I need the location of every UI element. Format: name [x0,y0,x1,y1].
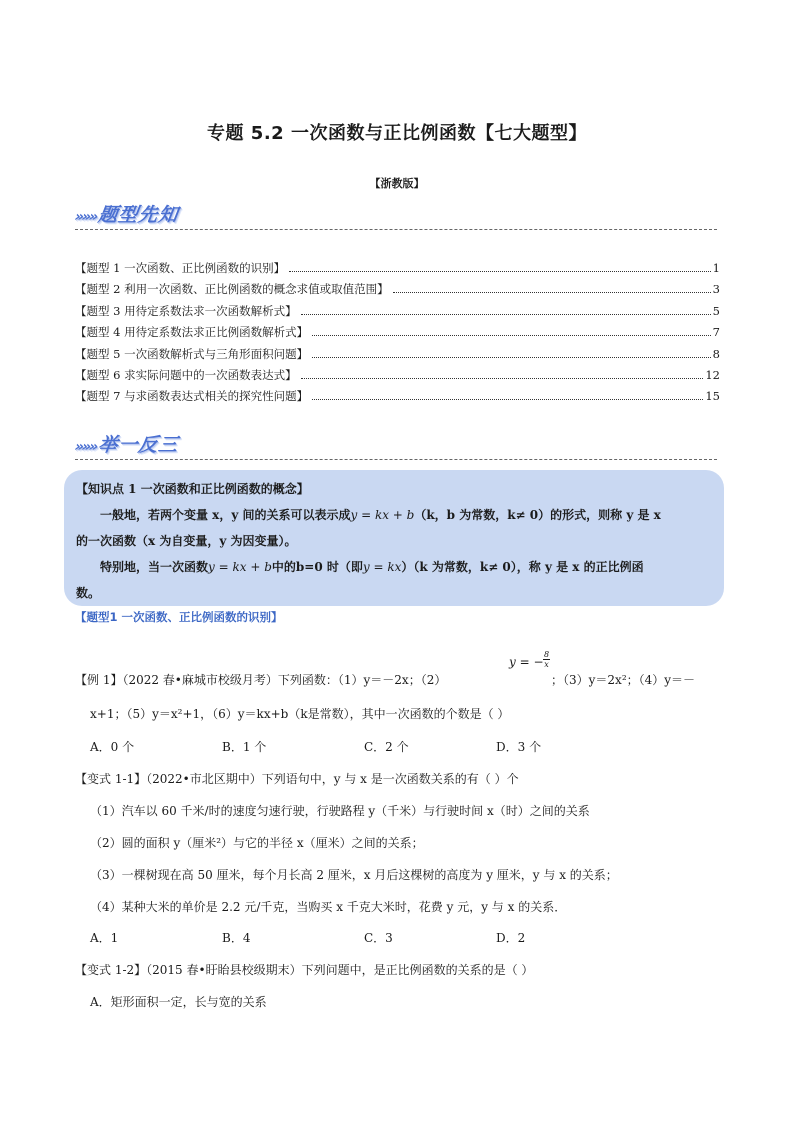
variant1-1-item: （1）汽车以 60 千米/时的速度匀速行驶，行驶路程 y（千米）与行驶时间 x（时）之间的关系 [90,804,590,818]
toc-item[interactable]: 【题型 4 用待定系数法求正比例函数解析式】 7 [75,325,720,340]
option-d[interactable]: D．3 个 [496,740,542,754]
knowledge-box [64,470,724,606]
overview-banner-text: 题型先知 [96,204,180,226]
knowledge-paragraph-2: 特别地，当一次函数y = kx + b中的b=0 时（即y = kx）（k 为常数，k≠ 0），称 y 是 x 的正比例函 [100,560,644,574]
option-b[interactable]: B．1 个 [222,740,267,754]
toc-item[interactable]: 【题型 3 用待定系数法求一次函数解析式】 5 [75,303,720,318]
option-c[interactable]: C．2 个 [364,740,409,754]
formula: y = kx + b [350,508,415,522]
toc-item[interactable]: 【题型 5 一次函数解析式与三角形面积问题】 8 [75,346,720,361]
example1-line2: x+1；（5）y＝x²+1，（6）y＝kx+b（k是常数），其中一次函数的个数是（ ） [90,707,510,721]
toc-item[interactable]: 【题型 2 利用一次函数、正比例函数的概念求值或取值范围】 3 [75,282,720,297]
toc-item[interactable]: 【题型 7 与求函数表达式相关的探究性问题】 15 [75,389,720,404]
table-of-contents [75,260,720,410]
practice-banner [73,430,181,460]
formula: y = kx [362,560,402,574]
fraction [543,650,550,669]
option-b[interactable]: B．4 [222,931,251,945]
formula: y = kx + b [208,560,272,574]
toc-item[interactable]: 【题型 1 一次函数、正比例函数的识别】 1 [75,261,720,275]
fraction-lhs: y = − [509,655,544,669]
option-a[interactable]: A．0 个 [90,740,135,754]
variant1-2-stem: 【变式 1-2】（2015 春•盱眙县校级期末）下列问题中，是正比例函数的关系的是（ ） [75,963,534,977]
fraction-numerator: 8 [544,650,550,659]
knowledge-paragraph-1-cont: 的一次函数（x 为自变量，y 为因变量）。 [76,534,297,548]
toc-item[interactable]: 【题型 6 求实际问题中的一次函数表达式】 12 [75,367,720,382]
knowledge-paragraph-1: 一般地，若两个变量 x，y 间的关系可以表示成y = kx + b（k，b 为常数，k≠ 0）的形式，则称 y 是 x [100,508,661,522]
document-title: 专题 5.2 一次函数与正比例函数【七大题型】 [207,123,587,144]
knowledge-title: 【知识点 1 一次函数和正比例函数的概念】 [76,482,309,496]
option-a[interactable]: A．1 [90,931,119,945]
option-d[interactable]: D．2 [496,931,526,945]
example1-line1-end: ；（3）y＝2x²；（4）y＝－ [551,673,696,687]
fraction-denominator: x [544,660,549,669]
option-c[interactable]: C．3 [364,931,393,945]
triple-arrow-icon: »»» [73,209,98,225]
edition-label: 【浙教版】 [369,177,425,190]
variant1-1-options [90,929,690,949]
variant1-1-item: （4）某种大米的单价是 2.2 元/千克，当购买 x 千克大米时，花费 y 元，y 与 x 的关系． [90,900,567,914]
variant1-1-item: （2）圆的面积 y（厘米²）与它的半径 x（厘米）之间的关系； [90,836,424,850]
variant1-1-stem: 【变式 1-1】（2022•市北区期中）下列语句中，y 与 x 是一次函数关系的有（ ）个 [75,772,519,786]
triple-arrow-icon: »»» [73,439,98,455]
type1-heading: 【题型1 一次函数、正比例函数的识别】 [75,610,283,624]
example1-line1: 【例 1】（2022 春•麻城市校级月考）下列函数：（1）y＝－2x；（2） [75,673,447,687]
divider [75,459,717,460]
knowledge-paragraph-2-cont: 数。 [76,586,101,600]
example1-options [90,738,690,758]
option-a[interactable]: A．矩形面积一定，长与宽的关系 [90,995,267,1009]
overview-banner [73,200,181,230]
variant1-1-item: （3）一棵树现在高 50 厘米，每个月长高 2 厘米，x 月后这棵树的高度为 y 厘米，y 与 x 的关系； [90,868,618,882]
practice-banner-text: 举一反三 [96,434,180,456]
divider [75,229,717,230]
